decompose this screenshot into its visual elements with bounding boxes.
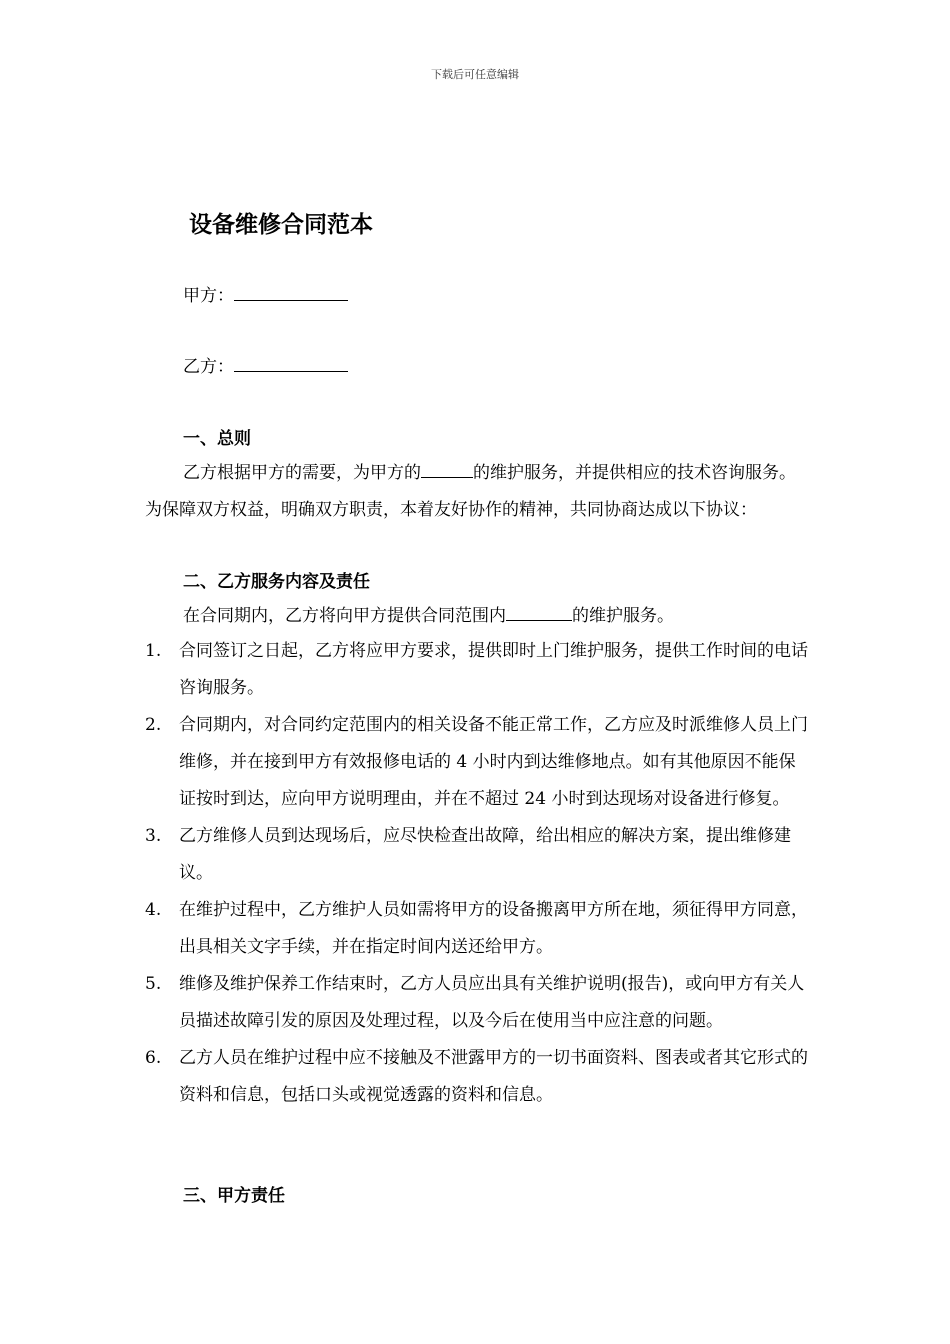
section-2-intro-b: 的维护服务。 xyxy=(572,606,674,626)
list-item-text: 乙方维修人员到达现场后，应尽快检查出故障，给出相应的解决方案，提出维修建议。 xyxy=(179,826,791,883)
list-item-text: 维修及维护保养工作结束时，乙方人员应出具有关维护说明(报告)，或向甲方有关人员描述故障引发的原因及处理过程，以及今后在使用当中应注意的问题。 xyxy=(179,974,805,1031)
party-b-line xyxy=(183,355,348,379)
list-item-number: 1. xyxy=(145,641,162,661)
party-a-label: 甲方： xyxy=(183,286,234,306)
party-b-label: 乙方： xyxy=(183,357,234,377)
section-1-blank xyxy=(421,459,473,478)
list-item-number: 6. xyxy=(145,1048,162,1068)
list-item-text: 合同签订之日起，乙方将应甲方要求，提供即时上门维护服务，提供工作时间的电话咨询服务。 xyxy=(179,641,808,698)
section-2-intro xyxy=(145,598,805,635)
section-3-heading: 三、甲方责任 xyxy=(183,1186,285,1206)
section-2-intro-blank xyxy=(506,602,572,621)
list-item-text: 乙方人员在维护过程中应不接触及不泄露甲方的一切书面资料、图表或者其它形式的资料和信息，包括口头或视觉透露的资料和信息。 xyxy=(179,1048,808,1105)
list-item-text: 在维护过程中，乙方维护人员如需将甲方的设备搬离甲方所在地，须征得甲方同意，出具相关文字手续，并在指定时间内送还给甲方。 xyxy=(179,900,808,957)
list-item-number: 3. xyxy=(145,826,162,846)
section-1-paragraph xyxy=(145,455,805,529)
list-item-text: 合同期内，对合同约定范围内的相关设备不能正常工作，乙方应及时派维修人员上门维修，并在接到甲方有效报修电话的 4 小时内到达维修地点。如有其他原因不能保证按时到达，应向甲方说明理由，并在不超过 24 小时到达现场对设备进行修复。 xyxy=(179,715,808,809)
list-item xyxy=(145,633,810,707)
section-1-heading: 一、总则 xyxy=(183,429,251,449)
list-item-number: 2. xyxy=(145,715,162,735)
party-b-blank xyxy=(234,355,348,372)
section-2-heading: 二、乙方服务内容及责任 xyxy=(183,572,370,592)
section-1-text-b: 的维护服务，并提供相应的技术咨询服务。为保障双方权益，明确双方职责，本着友好协作的精神，共同协商达成以下协议： xyxy=(145,463,796,520)
page-header-note: 下载后可任意编辑 xyxy=(431,68,519,81)
section-1-text-a: 乙方根据甲方的需要，为甲方的 xyxy=(183,463,421,483)
party-a-blank xyxy=(234,284,348,301)
list-item xyxy=(145,707,810,818)
list-item xyxy=(145,818,810,892)
document-title: 设备维修合同范本 xyxy=(189,212,373,238)
section-2-list xyxy=(145,633,810,1114)
party-a-line xyxy=(183,284,348,308)
section-2-intro-a: 在合同期内，乙方将向甲方提供合同范围内 xyxy=(183,606,506,626)
list-item-number: 4. xyxy=(145,900,162,920)
list-item xyxy=(145,966,810,1040)
list-item xyxy=(145,892,810,966)
list-item-number: 5. xyxy=(145,974,162,994)
list-item xyxy=(145,1040,810,1114)
